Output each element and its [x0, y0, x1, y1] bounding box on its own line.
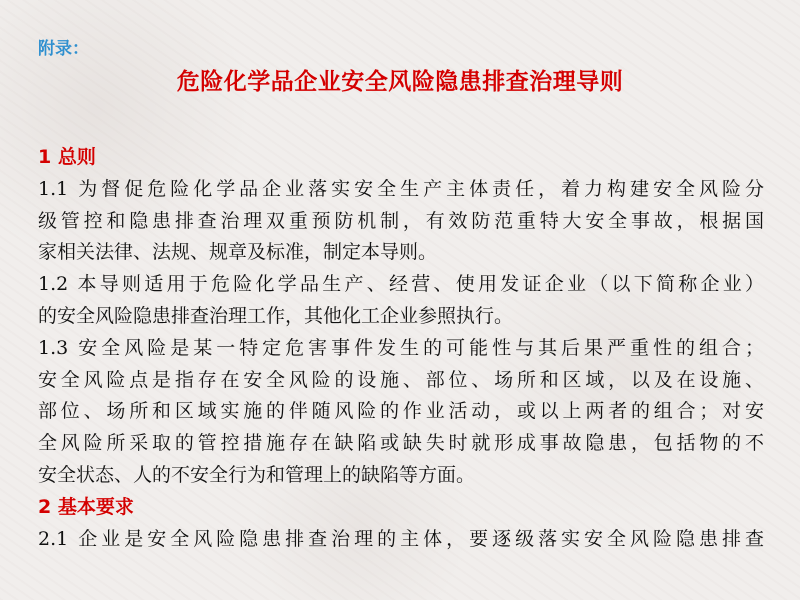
document-title: 危险化学品企业安全风险隐患排查治理导则: [176, 69, 624, 95]
appendix-label: 附录：: [38, 39, 89, 59]
document-body: [38, 142, 778, 555]
section-heading-general: 1 总则: [38, 146, 96, 168]
paragraph-line: 安全状态、人的不安全行为和管理上的缺陷等方面。: [38, 463, 476, 486]
paragraph-line: 级管控和隐患排查治理双重预防机制，有效防范重特大安全事故，根据国: [38, 209, 764, 232]
section-heading-basic-requirements: 2 基本要求: [38, 495, 134, 518]
paragraph-line: 1.1 为督促危险化学品企业落实安全生产主体责任，着力构建安全风险分: [38, 177, 764, 200]
paragraph-line: 1.2 本导则适用于危险化学品生产、经营、使用发证企业（以下简称企业）: [38, 273, 764, 296]
paragraph-line: 的安全风险隐患排查治理工作，其他化工企业参照执行。: [38, 304, 514, 327]
paragraph-line: 部位、场所和区域实施的伴随风险的作业活动，或以上两者的组合；对安: [38, 400, 764, 423]
paragraph-line: 安全风险点是指存在安全风险的设施、部位、场所和区域，以及在设施、: [38, 368, 764, 391]
paragraph-line: 家相关法律、法规、规章及标准，制定本导则。: [38, 241, 438, 264]
paragraph-line: 2.1 企业是安全风险隐患排查治理的主体，要逐级落实安全风险隐患排查: [38, 527, 764, 550]
paragraph-line: 1.3 安全风险是某一特定危害事件发生的可能性与其后果严重性的组合；: [38, 336, 764, 359]
paragraph-line: 全风险所采取的管控措施存在缺陷或缺失时就形成事故隐患，包括物的不: [38, 432, 764, 455]
